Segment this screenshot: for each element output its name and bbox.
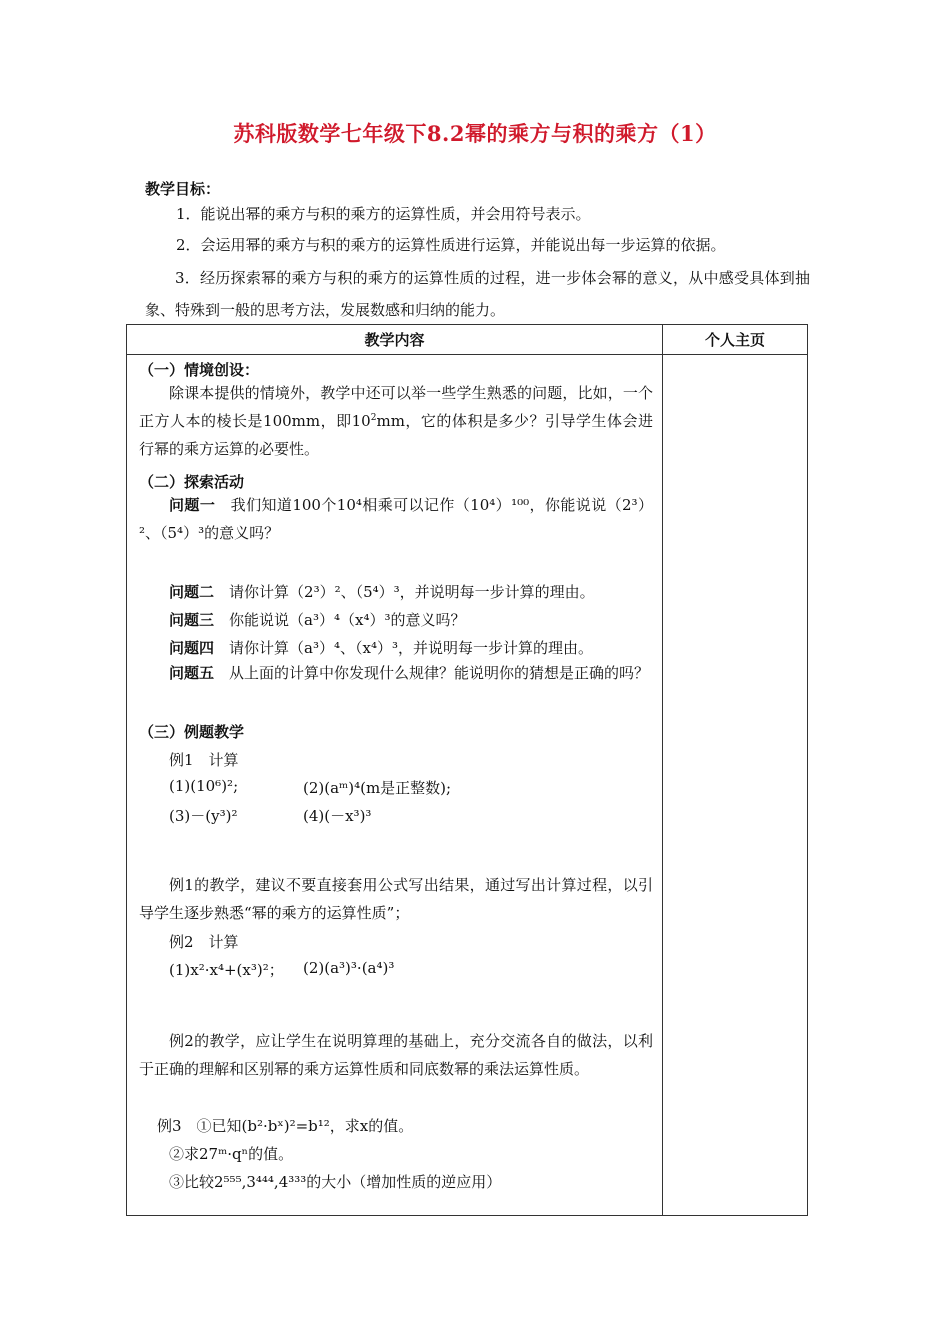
objective-item: 3．经历探索幂的乘方与积的乘方的运算性质的过程，进一步体会幂的意义，从中感受具体到抽象、特殊到一般的思考方法，发展数感和归纳的能力。 (145, 269, 810, 319)
question-text: 请你计算（2³）²、（5⁴）³，并说明每一步计算的理由。 (229, 583, 595, 601)
personal-notes-cell (663, 355, 808, 1216)
question-label: 问题三 (169, 611, 215, 629)
question-label: 问题五 (169, 664, 215, 682)
section-heading: （二）探索活动 (139, 473, 245, 491)
example-item: ③比较2⁵⁵⁵,3⁴⁴⁴,4³³³的大小（增加性质的逆应用） (169, 1173, 502, 1191)
paragraph-text: 除课本提供的情境外，教学中还可以举一些学生熟悉的问题，比如，一个正方人本的棱长是100mm，即10 (139, 384, 653, 430)
example-item: (1)(10⁶)²; (169, 777, 239, 795)
question-5 (139, 659, 653, 687)
question-label: 问题二 (169, 583, 215, 601)
question-text: 你能说说（a³）⁴（x⁴）³的意义吗？ (229, 611, 466, 629)
example-item: ②求27ᵐ·qⁿ的值。 (169, 1145, 294, 1163)
question-text: 我们知道100个10⁴相乘可以记作（10⁴）¹⁰⁰，你能说说（2³）²、（5⁴）³的意义吗？ (139, 496, 653, 542)
content-cell (127, 355, 663, 1216)
document-title: 苏科版数学七年级下8.2幂的乘方与积的乘方（1） (233, 121, 717, 146)
question-1 (139, 491, 653, 547)
question-3 (169, 609, 466, 630)
paragraph-text: mm，它的体积是多少？引导学生体会进行幂的乘方运算的必要性。 (139, 412, 654, 458)
example-item: (1)x²·x⁴+(x³)²； (169, 961, 284, 979)
example-title: 例2 计算 (169, 933, 239, 951)
lesson-table (126, 324, 808, 1216)
question-label: 问题四 (169, 639, 215, 657)
objective-item: 2．会运用幂的乘方与积的乘方的运算性质进行运算，并能说出每一步运算的依据。 (176, 236, 726, 254)
objectives-heading: 教学目标： (145, 180, 221, 198)
example-note: 例2的教学，应让学生在说明算理的基础上，充分交流各自的做法，以利于正确的理解和区别幂的乘方运算性质和同底数幂的乘法运算性质。 (139, 1032, 653, 1078)
example-item: (4)(－x³)³ (303, 807, 372, 825)
example-item: (2)(a³)³·(a⁴)³ (303, 959, 395, 977)
example-note: 例1的教学，建议不要直接套用公式写出结果，通过写出计算过程，以引导学生逐步熟悉“幂的乘方的运算性质”； (139, 876, 653, 922)
example-item: (2)(aᵐ)⁴(m是正整数); (303, 779, 452, 797)
question-label: 问题一 (169, 496, 216, 514)
question-text: 请你计算（a³）⁴、（x⁴）³，并说明每一步计算的理由。 (229, 639, 593, 657)
column-header-personal: 个人主页 (663, 325, 808, 355)
objective-item: 1．能说出幂的乘方与积的乘方的运算性质，并会用符号表示。 (176, 205, 591, 223)
question-text: 从上面的计算中你发现什么规律？能说明你的猜想是正确的吗？ (229, 664, 650, 682)
question-4 (169, 637, 593, 658)
example-item: 例3 ①已知(b²·bˣ)²=b¹²，求x的值。 (157, 1117, 414, 1135)
example-item: (3)－(y³)² (169, 807, 238, 825)
section-paragraph (139, 379, 653, 463)
section-heading: （一）情境创设： (139, 361, 260, 379)
example-title: 例1 计算 (169, 751, 239, 769)
exponent: 2 (370, 413, 377, 423)
question-2 (169, 581, 595, 602)
section-heading: （三）例题教学 (139, 723, 245, 741)
column-header-content: 教学内容 (127, 325, 663, 355)
